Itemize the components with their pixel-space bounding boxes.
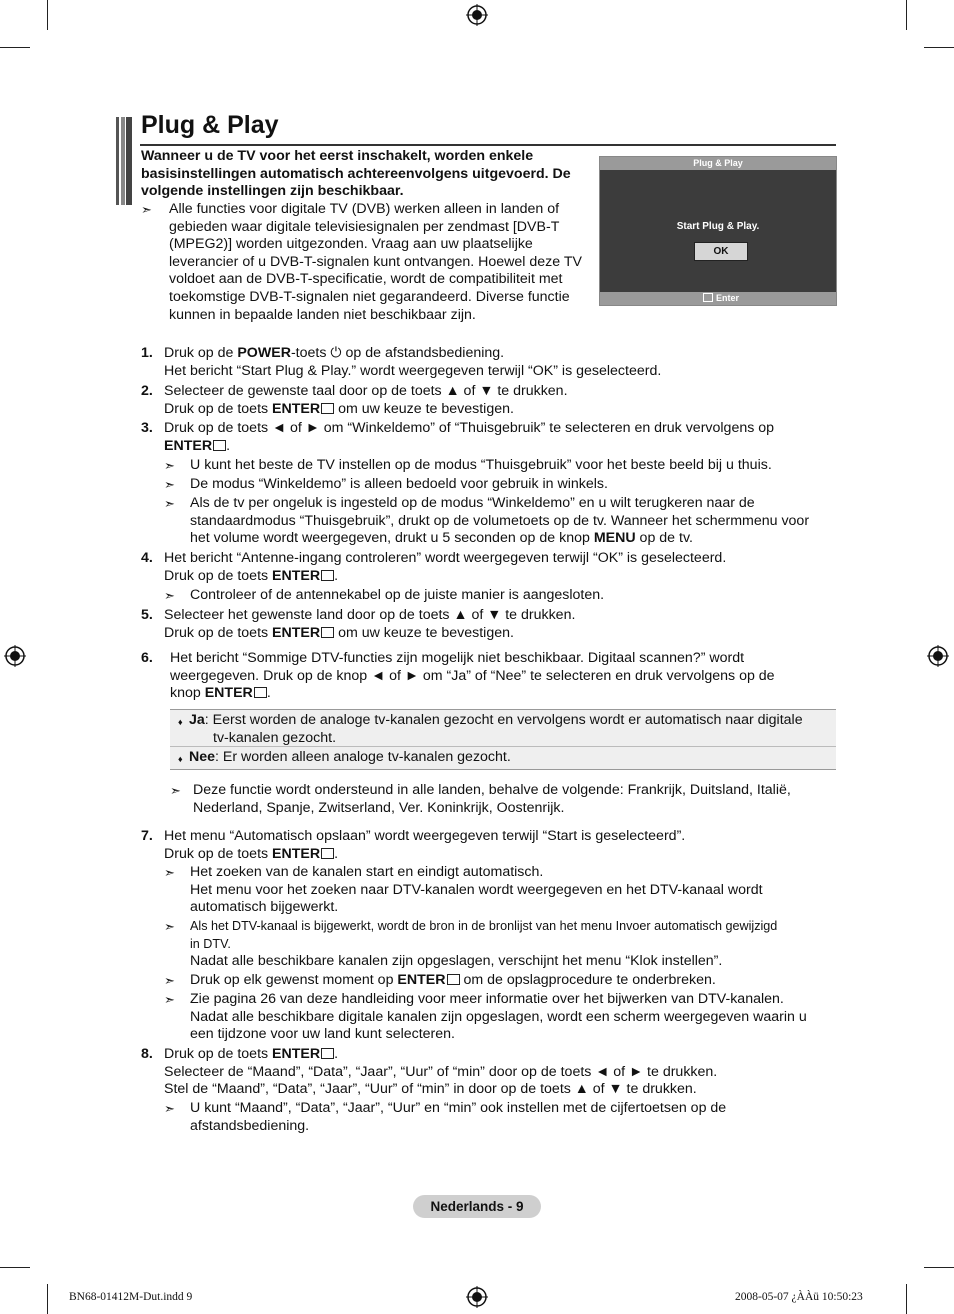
step-4-note xyxy=(164,587,844,605)
key-label: ENTER xyxy=(272,845,321,862)
step-3-note xyxy=(164,476,844,494)
step-6-note xyxy=(170,782,840,817)
note-arrow-icon: ➣ xyxy=(164,458,175,473)
option-nee xyxy=(178,749,833,767)
step-2 xyxy=(164,383,844,418)
note-text: Deze functie wordt ondersteund in alle landen, behalve de volgende: Frankrijk, Duitsland, Italië, xyxy=(193,782,791,798)
step-text: Selecteer de “Maand”, “Data”, “Jaar”, “Uur” of “min” door op de toets ◄ of ► te drukken. xyxy=(164,1063,718,1080)
note-text: De modus “Winkeldemo” is alleen bedoeld voor gebruik in winkels. xyxy=(190,476,608,492)
note-text: Het menu voor het zoeken naar DTV-kanalen wordt weergegeven en het DTV-kanaal wordt xyxy=(190,881,763,898)
print-slug-left: BN68-01412M-Dut.indd 9 xyxy=(69,1291,193,1303)
step-7 xyxy=(164,828,844,863)
note-text: Nederland, Spanje, Zwitserland, Ver. Koninkrijk, Oostenrijk. xyxy=(193,799,565,816)
bullet-icon: ♦ xyxy=(178,754,183,764)
crop-mark xyxy=(47,0,48,30)
step-text: . xyxy=(334,1046,339,1062)
enter-icon xyxy=(321,848,334,859)
step-7-note xyxy=(164,991,844,1044)
step-text: knop xyxy=(170,685,205,702)
note-text: een tijdzone voor uw land kunt selecteren. xyxy=(190,1026,455,1043)
registration-mark-icon xyxy=(466,4,488,26)
step-text: Selecteer de gewenste taal door op de toets ▲ of ▼ te drukken. xyxy=(164,383,568,399)
step-number: 7. xyxy=(141,828,153,844)
crop-mark xyxy=(906,1284,907,1314)
crop-mark xyxy=(924,1267,954,1268)
step-text: Druk op de toets xyxy=(164,400,273,417)
note-arrow-icon: ➣ xyxy=(164,1101,175,1116)
step-number: 4. xyxy=(141,550,153,566)
title-decoration xyxy=(116,117,132,205)
intro-text: Wanneer u de TV voor het eerst inschakelt, worden enkele basisinstellingen automatisch achtereenvolgens uitgevoerd. De volgende instellingen zijn beschikbaar. xyxy=(141,148,571,200)
step-text: Druk op de toets xyxy=(164,1046,273,1062)
enter-icon xyxy=(703,293,713,302)
step-1 xyxy=(164,345,844,380)
step-3-note xyxy=(164,457,844,475)
enter-icon xyxy=(321,570,334,581)
step-text: weergegeven. Druk op de knop ◄ of ► om “Ja” of “Nee” te selecteren en druk vervolgens op de xyxy=(170,667,775,684)
crop-mark xyxy=(0,1267,30,1268)
crop-mark xyxy=(47,1284,48,1314)
note-arrow-icon: ➣ xyxy=(164,477,175,492)
note-text: in DTV. xyxy=(190,936,231,951)
step-text: Het menu “Automatisch opslaan” wordt weergegeven terwijl “Start is geselecteerd”. xyxy=(164,828,686,844)
page-number-label: Nederlands - 9 xyxy=(413,1195,541,1218)
registration-mark-icon xyxy=(4,645,26,667)
step-text: Selecteer het gewenste land door op de toets ▲ of ▼ te drukken. xyxy=(164,607,576,623)
note-arrow-icon: ➣ xyxy=(164,919,175,934)
step-text: Druk op de toets ◄ of ► om “Winkeldemo” of “Thuisgebruik” te selecteren en druk vervolgens op xyxy=(164,420,775,436)
enter-icon xyxy=(321,1048,334,1059)
key-label: ENTER xyxy=(272,1046,321,1062)
note-text: U kunt het beste de TV instellen op de modus “Thuisgebruik” voor het beste beeld bij u thuis. xyxy=(190,457,772,473)
step-text: Druk op de toets xyxy=(164,567,273,584)
enter-icon xyxy=(447,974,460,985)
note-text: Het zoeken van de kanalen start en eindigt automatisch. xyxy=(190,864,544,880)
option-text: : Er worden alleen analoge tv-kanalen gezocht. xyxy=(215,749,511,765)
key-label: ENTER xyxy=(164,437,213,454)
option-text: : Eerst worden de analoge tv-kanalen gezocht en vervolgens wordt er automatisch naar digitale xyxy=(204,712,803,728)
step-text: . xyxy=(266,685,271,702)
enter-icon xyxy=(321,627,334,638)
screen-header: Plug & Play xyxy=(600,157,836,170)
tv-screen-preview xyxy=(599,156,837,306)
step-number: 2. xyxy=(141,383,153,399)
note-text: afstandsbediening. xyxy=(190,1117,310,1134)
step-text: Het bericht “Start Plug & Play.” wordt weergegeven terwijl “OK” is geselecteerd. xyxy=(164,362,662,379)
step-number: 1. xyxy=(141,345,153,361)
step-6 xyxy=(170,650,840,703)
screen-footer-label: Enter xyxy=(715,293,739,303)
option-text: tv-kanalen gezocht. xyxy=(213,729,337,746)
intro-note xyxy=(141,201,586,324)
note-text: Nadat alle beschikbare digitale kanalen zijn opgeslagen, wordt een scherm weergegeven waarin u xyxy=(190,1008,807,1025)
note-arrow-icon: ➣ xyxy=(170,783,181,798)
step-7-note xyxy=(164,972,844,990)
title-rule xyxy=(140,144,836,146)
crop-mark xyxy=(906,0,907,30)
step-3 xyxy=(164,420,844,455)
step-number: 6. xyxy=(141,650,153,666)
note-text: standaardmodus “Thuisgebruik”, drukt op de volumetoets op de tv. Wanneer het schermmenu voor xyxy=(190,512,810,529)
page-title: Plug & Play xyxy=(141,111,279,139)
key-label: ENTER xyxy=(272,567,321,584)
step-text: . xyxy=(226,437,231,454)
ok-button[interactable]: OK xyxy=(694,242,748,261)
step-3-note xyxy=(164,495,844,548)
step-text: Druk op de xyxy=(164,345,238,361)
key-label: ENTER xyxy=(397,972,446,988)
step-number: 5. xyxy=(141,607,153,623)
step-text: . xyxy=(334,567,339,584)
note-text: U kunt “Maand”, “Data”, “Jaar”, “Uur” en “min” ook instellen met de cijfertoetsen op de xyxy=(190,1100,727,1116)
step-text: om uw keuze te bevestigen. xyxy=(334,400,514,417)
step-8 xyxy=(164,1046,844,1099)
note-text: op de tv. xyxy=(635,530,693,547)
screen-footer xyxy=(600,292,836,305)
option-ja xyxy=(178,712,833,747)
step-text: . xyxy=(334,845,339,862)
step-text: Druk op de toets xyxy=(164,624,273,641)
bullet-icon: ♦ xyxy=(178,717,183,727)
screen-message: Start Plug & Play. xyxy=(676,221,760,232)
step-text: Het bericht “Antenne-ingang controleren” wordt weergegeven terwijl “OK” is geselecteerd. xyxy=(164,550,727,566)
step-text: -toets ⏻ op de afstandsbediening. xyxy=(290,345,505,361)
enter-icon xyxy=(254,687,267,698)
note-text: Zie pagina 26 van deze handleiding voor meer informatie over het bijwerken van DTV-kanalen. xyxy=(190,991,784,1007)
enter-icon xyxy=(321,403,334,414)
note-arrow-icon: ➣ xyxy=(164,496,175,511)
note-text: Nadat alle beschikbare kanalen zijn opgeslagen, verschijnt het menu “Klok instellen”. xyxy=(190,953,723,970)
step-7-note xyxy=(164,864,844,917)
enter-icon xyxy=(213,440,226,451)
step-number: 3. xyxy=(141,420,153,436)
note-text: automatisch bijgewerkt. xyxy=(190,899,339,916)
step-4 xyxy=(164,550,844,585)
step-8-note xyxy=(164,1100,844,1135)
intro-note-text: Alle functies voor digitale TV (DVB) werken alleen in landen of gebieden waar digitale televisiesignalen per zendmast [DVB-T (MPEG2)] worden uitgezonden. Vraag aan uw plaatselijke leverancier of u DVB-T-signalen kunt ontvangen. Hoewel deze TV voldoet aan de DVB-T-specificatie, wordt de compatibiliteit met toekomstige DVB-T-signalen niet gegarandeerd. Diverse functie kunnen in bepaalde landen niet beschikbaar zijn. xyxy=(169,201,582,323)
key-label: ENTER xyxy=(272,624,321,641)
step-number: 8. xyxy=(141,1046,153,1062)
key-label: ENTER xyxy=(272,400,321,417)
option-label: Ja xyxy=(189,712,205,728)
step-text: Druk op de toets xyxy=(164,845,273,862)
note-arrow-icon: ➣ xyxy=(164,865,175,880)
note-text: Als het DTV-kanaal is bijgewerkt, wordt de bron in de bronlijst van het menu Invoer automatisch gewijzigd xyxy=(190,919,778,933)
note-text: het volume wordt weergegeven, drukt u 5 seconden op de knop xyxy=(190,530,594,547)
note-text: Druk op elk gewenst moment op xyxy=(190,972,398,988)
option-label: Nee xyxy=(189,749,216,765)
registration-mark-icon xyxy=(466,1286,488,1308)
key-label: MENU xyxy=(593,530,636,547)
note-text: Controleer of de antennekabel op de juiste manier is aangesloten. xyxy=(190,587,605,603)
note-arrow-icon: ➣ xyxy=(164,973,175,988)
step-text: Het bericht “Sommige DTV-functies zijn mogelijk niet beschikbaar. Digitaal scannen?” wordt xyxy=(170,650,745,666)
note-text: om de opslagprocedure te onderbreken. xyxy=(459,972,716,988)
step-7-note xyxy=(164,918,844,971)
key-label: POWER xyxy=(237,345,291,361)
key-label: ENTER xyxy=(204,685,253,702)
step-text: om uw keuze te bevestigen. xyxy=(334,624,514,641)
crop-mark xyxy=(0,47,30,48)
crop-mark xyxy=(924,47,954,48)
print-slug-right: 2008-05-07 ¿ÀÀü 10:50:23 xyxy=(735,1291,863,1303)
note-text: Als de tv per ongeluk is ingesteld op de modus “Winkeldemo” en u wilt terugkeren naar de xyxy=(190,495,755,511)
registration-mark-icon xyxy=(927,645,949,667)
note-arrow-icon: ➣ xyxy=(141,202,152,217)
note-arrow-icon: ➣ xyxy=(164,588,175,603)
step-text: Stel de “Maand”, “Data”, “Jaar”, “Uur” of “min” in door op de toets ▲ of ▼ te drukken. xyxy=(164,1081,697,1098)
step-5 xyxy=(164,607,844,642)
note-arrow-icon: ➣ xyxy=(164,992,175,1007)
